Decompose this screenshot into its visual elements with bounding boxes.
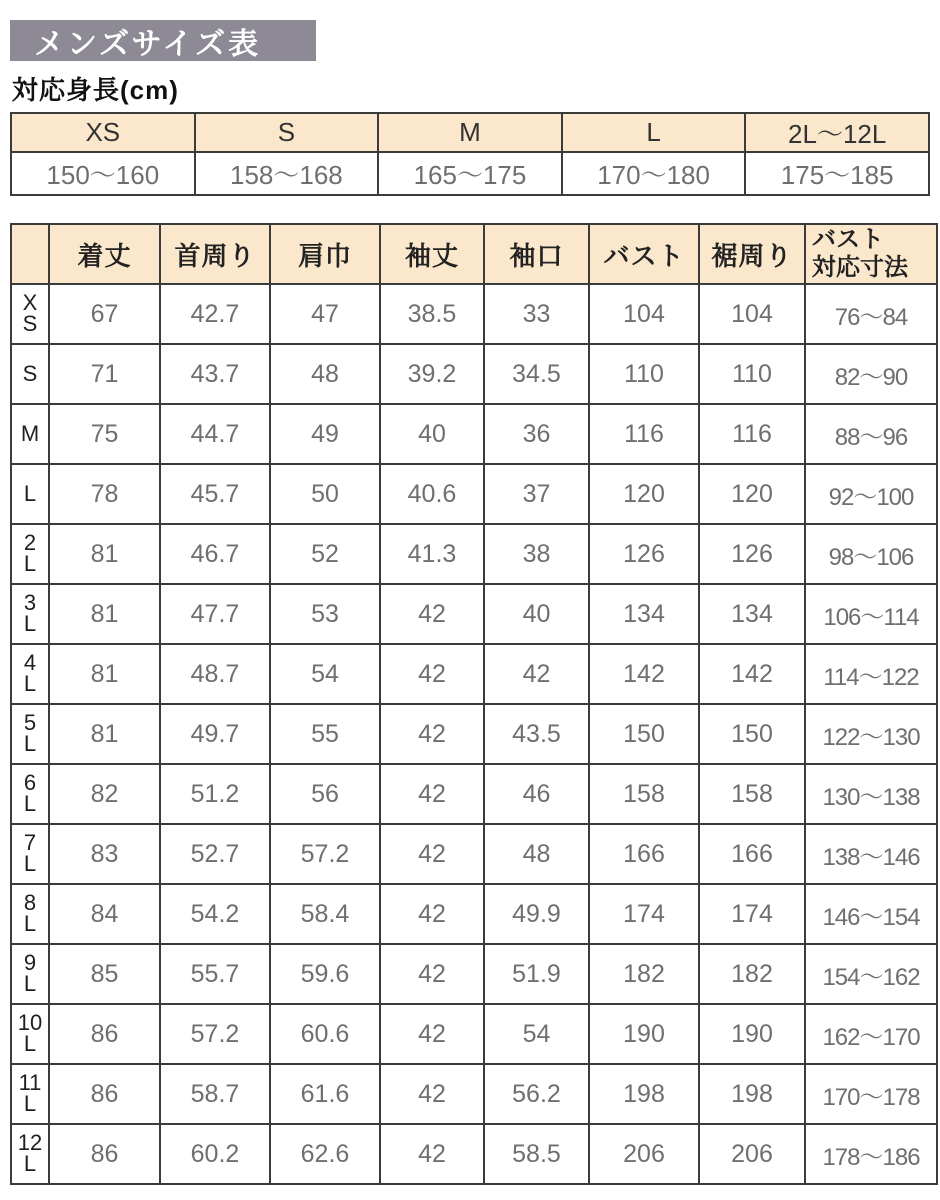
size-row-label bbox=[11, 1064, 49, 1124]
size-value-cell: 58.4 bbox=[270, 884, 380, 944]
size-value-cell: 54.2 bbox=[160, 884, 270, 944]
size-column-header: バスト bbox=[589, 224, 699, 284]
height-table-header-row bbox=[11, 113, 929, 152]
size-value-cell: 150 bbox=[589, 704, 699, 764]
size-value-cell: 104 bbox=[589, 284, 699, 344]
size-row-label-line: L bbox=[23, 611, 37, 636]
size-value-cell: 52.7 bbox=[160, 824, 270, 884]
size-value-cell: 190 bbox=[589, 1004, 699, 1064]
size-row-label-line: L bbox=[23, 551, 37, 576]
height-value-cell: 150～160 bbox=[11, 152, 195, 195]
size-value-cell: 42 bbox=[380, 584, 484, 644]
size-value-cell: 178～186 bbox=[805, 1124, 937, 1184]
size-value-cell: 40.6 bbox=[380, 464, 484, 524]
size-value-cell: 134 bbox=[589, 584, 699, 644]
size-value-cell: 86 bbox=[49, 1004, 160, 1064]
size-row-label bbox=[11, 764, 49, 824]
size-column-header: 袖口 bbox=[484, 224, 589, 284]
size-value-cell: 126 bbox=[699, 524, 805, 584]
size-value-cell: 116 bbox=[699, 404, 805, 464]
size-value-cell: 42 bbox=[380, 944, 484, 1004]
size-table-row bbox=[11, 764, 937, 824]
size-row-label-line: L bbox=[23, 911, 37, 936]
page-title: メンズサイズ表 bbox=[34, 27, 262, 61]
size-value-cell: 92～100 bbox=[805, 464, 937, 524]
size-value-cell: 43.7 bbox=[160, 344, 270, 404]
size-row-label-line: L bbox=[23, 480, 37, 506]
size-row-label-line: 2 bbox=[23, 530, 37, 556]
size-table-row bbox=[11, 824, 937, 884]
size-value-cell: 114～122 bbox=[805, 644, 937, 704]
size-column-header: 袖丈 bbox=[380, 224, 484, 284]
size-value-cell: 42 bbox=[380, 1124, 484, 1184]
height-column-header: XS bbox=[11, 113, 195, 152]
size-value-cell: 81 bbox=[49, 584, 160, 644]
size-row-label bbox=[11, 584, 49, 644]
size-table-header-row bbox=[11, 224, 937, 284]
size-row-label-line: L bbox=[23, 791, 37, 816]
size-value-cell: 46 bbox=[484, 764, 589, 824]
size-row-label-line: 10 bbox=[17, 1010, 43, 1036]
height-table bbox=[10, 112, 930, 196]
size-table-row bbox=[11, 584, 937, 644]
size-row-label bbox=[11, 944, 49, 1004]
size-row-label bbox=[11, 464, 49, 524]
size-value-cell: 49 bbox=[270, 404, 380, 464]
size-value-cell: 45.7 bbox=[160, 464, 270, 524]
height-column-header: L bbox=[562, 113, 746, 152]
size-column-header: 肩巾 bbox=[270, 224, 380, 284]
size-value-cell: 48 bbox=[484, 824, 589, 884]
height-value-cell: 175～185 bbox=[745, 152, 929, 195]
size-row-label bbox=[11, 884, 49, 944]
size-value-cell: 126 bbox=[589, 524, 699, 584]
size-value-cell: 138～146 bbox=[805, 824, 937, 884]
size-value-cell: 52 bbox=[270, 524, 380, 584]
size-row-label bbox=[11, 824, 49, 884]
height-value-cell: 170～180 bbox=[562, 152, 746, 195]
size-value-cell: 57.2 bbox=[270, 824, 380, 884]
size-row-label bbox=[11, 644, 49, 704]
size-value-cell: 120 bbox=[699, 464, 805, 524]
size-value-cell: 142 bbox=[589, 644, 699, 704]
size-value-cell: 190 bbox=[699, 1004, 805, 1064]
size-row-label-line: L bbox=[23, 1031, 37, 1056]
size-row-label bbox=[11, 284, 49, 344]
size-value-cell: 150 bbox=[699, 704, 805, 764]
size-row-label-line: L bbox=[23, 851, 37, 876]
height-column-header: M bbox=[378, 113, 562, 152]
size-row-label bbox=[11, 1124, 49, 1184]
size-value-cell: 106～114 bbox=[805, 584, 937, 644]
size-value-cell: 158 bbox=[589, 764, 699, 824]
size-value-cell: 51.2 bbox=[160, 764, 270, 824]
size-table-row bbox=[11, 284, 937, 344]
size-value-cell: 116 bbox=[589, 404, 699, 464]
size-value-cell: 146～154 bbox=[805, 884, 937, 944]
size-row-label bbox=[11, 344, 49, 404]
size-table-row bbox=[11, 944, 937, 1004]
size-row-label-line: L bbox=[23, 1151, 37, 1176]
size-value-cell: 82 bbox=[49, 764, 160, 824]
size-value-cell: 55 bbox=[270, 704, 380, 764]
bust-range-header-line: 対応寸法 bbox=[812, 254, 908, 281]
size-row-label bbox=[11, 404, 49, 464]
size-value-cell: 47 bbox=[270, 284, 380, 344]
size-value-cell: 54 bbox=[484, 1004, 589, 1064]
size-column-header-bust-range bbox=[805, 224, 937, 284]
size-row-label bbox=[11, 1004, 49, 1064]
size-value-cell: 38.5 bbox=[380, 284, 484, 344]
size-value-cell: 38 bbox=[484, 524, 589, 584]
size-value-cell: 37 bbox=[484, 464, 589, 524]
size-value-cell: 142 bbox=[699, 644, 805, 704]
size-row-label-line: 6 bbox=[23, 770, 37, 796]
size-value-cell: 84 bbox=[49, 884, 160, 944]
size-column-header: 首周り bbox=[160, 224, 270, 284]
size-value-cell: 42 bbox=[380, 824, 484, 884]
size-value-cell: 88～96 bbox=[805, 404, 937, 464]
size-value-cell: 58.5 bbox=[484, 1124, 589, 1184]
size-value-cell: 81 bbox=[49, 524, 160, 584]
size-value-cell: 98～106 bbox=[805, 524, 937, 584]
size-value-cell: 53 bbox=[270, 584, 380, 644]
size-value-cell: 122～130 bbox=[805, 704, 937, 764]
size-value-cell: 75 bbox=[49, 404, 160, 464]
size-value-cell: 50 bbox=[270, 464, 380, 524]
size-value-cell: 48.7 bbox=[160, 644, 270, 704]
size-value-cell: 182 bbox=[699, 944, 805, 1004]
height-column-header: 2L～12L bbox=[745, 113, 929, 152]
size-table-row bbox=[11, 524, 937, 584]
size-value-cell: 67 bbox=[49, 284, 160, 344]
size-value-cell: 166 bbox=[589, 824, 699, 884]
size-value-cell: 182 bbox=[589, 944, 699, 1004]
size-table-row bbox=[11, 404, 937, 464]
size-value-cell: 62.6 bbox=[270, 1124, 380, 1184]
size-value-cell: 40 bbox=[484, 584, 589, 644]
size-value-cell: 36 bbox=[484, 404, 589, 464]
size-value-cell: 120 bbox=[589, 464, 699, 524]
size-row-label-line: 12 bbox=[17, 1130, 43, 1156]
size-row-label-line: 9 bbox=[23, 950, 37, 976]
size-value-cell: 43.5 bbox=[484, 704, 589, 764]
size-value-cell: 104 bbox=[699, 284, 805, 344]
size-value-cell: 83 bbox=[49, 824, 160, 884]
size-row-label bbox=[11, 704, 49, 764]
size-value-cell: 34.5 bbox=[484, 344, 589, 404]
size-value-cell: 51.9 bbox=[484, 944, 589, 1004]
size-row-label-line: M bbox=[20, 420, 40, 446]
size-value-cell: 85 bbox=[49, 944, 160, 1004]
size-value-cell: 158 bbox=[699, 764, 805, 824]
size-value-cell: 42 bbox=[380, 704, 484, 764]
size-value-cell: 206 bbox=[589, 1124, 699, 1184]
size-table-row bbox=[11, 1064, 937, 1124]
size-row-label-line: S bbox=[22, 360, 38, 386]
size-table-row bbox=[11, 704, 937, 764]
size-table-row bbox=[11, 1004, 937, 1064]
page-title-banner bbox=[10, 20, 316, 61]
size-row-label-line: 4 bbox=[23, 650, 37, 676]
size-value-cell: 86 bbox=[49, 1064, 160, 1124]
size-value-cell: 41.3 bbox=[380, 524, 484, 584]
size-value-cell: 42 bbox=[484, 644, 589, 704]
size-value-cell: 174 bbox=[699, 884, 805, 944]
size-row-label-line: 11 bbox=[18, 1070, 42, 1096]
height-table-value-row bbox=[11, 152, 929, 195]
size-value-cell: 81 bbox=[49, 644, 160, 704]
size-value-cell: 44.7 bbox=[160, 404, 270, 464]
size-column-header: 着丈 bbox=[49, 224, 160, 284]
size-value-cell: 54 bbox=[270, 644, 380, 704]
size-row-label-line: S bbox=[22, 311, 38, 336]
size-row-label-line: L bbox=[23, 731, 37, 756]
size-value-cell: 166 bbox=[699, 824, 805, 884]
size-row-label-line: X bbox=[22, 290, 38, 316]
size-value-cell: 42 bbox=[380, 644, 484, 704]
size-row-label bbox=[11, 524, 49, 584]
height-value-cell: 158～168 bbox=[195, 152, 379, 195]
bust-range-header-line: バスト bbox=[812, 226, 884, 254]
size-value-cell: 42 bbox=[380, 1064, 484, 1124]
size-value-cell: 42 bbox=[380, 1004, 484, 1064]
size-value-cell: 110 bbox=[699, 344, 805, 404]
size-value-cell: 59.6 bbox=[270, 944, 380, 1004]
size-row-label-line: 7 bbox=[23, 830, 37, 856]
size-value-cell: 60.2 bbox=[160, 1124, 270, 1184]
size-value-cell: 76～84 bbox=[805, 284, 937, 344]
size-table-row bbox=[11, 464, 937, 524]
size-row-label-line: L bbox=[23, 671, 37, 696]
size-row-label-line: 8 bbox=[23, 890, 37, 916]
size-value-cell: 154～162 bbox=[805, 944, 937, 1004]
size-value-cell: 58.7 bbox=[160, 1064, 270, 1124]
size-value-cell: 61.6 bbox=[270, 1064, 380, 1124]
size-value-cell: 47.7 bbox=[160, 584, 270, 644]
size-value-cell: 134 bbox=[699, 584, 805, 644]
size-value-cell: 198 bbox=[699, 1064, 805, 1124]
size-row-label-line: L bbox=[23, 971, 37, 996]
size-value-cell: 56.2 bbox=[484, 1064, 589, 1124]
size-table bbox=[10, 223, 938, 1185]
size-value-cell: 46.7 bbox=[160, 524, 270, 584]
size-value-cell: 60.6 bbox=[270, 1004, 380, 1064]
size-value-cell: 162～170 bbox=[805, 1004, 937, 1064]
size-table-row bbox=[11, 1124, 937, 1184]
height-section-label: 対応身長(cm) bbox=[12, 75, 179, 105]
size-value-cell: 49.7 bbox=[160, 704, 270, 764]
size-value-cell: 55.7 bbox=[160, 944, 270, 1004]
size-value-cell: 33 bbox=[484, 284, 589, 344]
size-row-label-line: L bbox=[23, 1091, 37, 1116]
size-value-cell: 56 bbox=[270, 764, 380, 824]
size-value-cell: 42.7 bbox=[160, 284, 270, 344]
size-value-cell: 40 bbox=[380, 404, 484, 464]
size-table-corner-cell bbox=[11, 224, 49, 284]
size-table-row bbox=[11, 884, 937, 944]
size-row-label-line: 3 bbox=[23, 590, 37, 616]
size-column-header: 裾周り bbox=[699, 224, 805, 284]
size-value-cell: 170～178 bbox=[805, 1064, 937, 1124]
size-table-row bbox=[11, 644, 937, 704]
size-value-cell: 198 bbox=[589, 1064, 699, 1124]
size-value-cell: 57.2 bbox=[160, 1004, 270, 1064]
size-value-cell: 110 bbox=[589, 344, 699, 404]
size-value-cell: 49.9 bbox=[484, 884, 589, 944]
size-table-row bbox=[11, 344, 937, 404]
size-value-cell: 82～90 bbox=[805, 344, 937, 404]
size-value-cell: 42 bbox=[380, 884, 484, 944]
size-value-cell: 174 bbox=[589, 884, 699, 944]
size-value-cell: 206 bbox=[699, 1124, 805, 1184]
size-row-label-line: 5 bbox=[23, 710, 37, 736]
size-value-cell: 78 bbox=[49, 464, 160, 524]
size-value-cell: 81 bbox=[49, 704, 160, 764]
height-value-cell: 165～175 bbox=[378, 152, 562, 195]
size-value-cell: 86 bbox=[49, 1124, 160, 1184]
size-value-cell: 130～138 bbox=[805, 764, 937, 824]
size-value-cell: 39.2 bbox=[380, 344, 484, 404]
size-value-cell: 42 bbox=[380, 764, 484, 824]
height-column-header: S bbox=[195, 113, 379, 152]
size-value-cell: 71 bbox=[49, 344, 160, 404]
size-value-cell: 48 bbox=[270, 344, 380, 404]
